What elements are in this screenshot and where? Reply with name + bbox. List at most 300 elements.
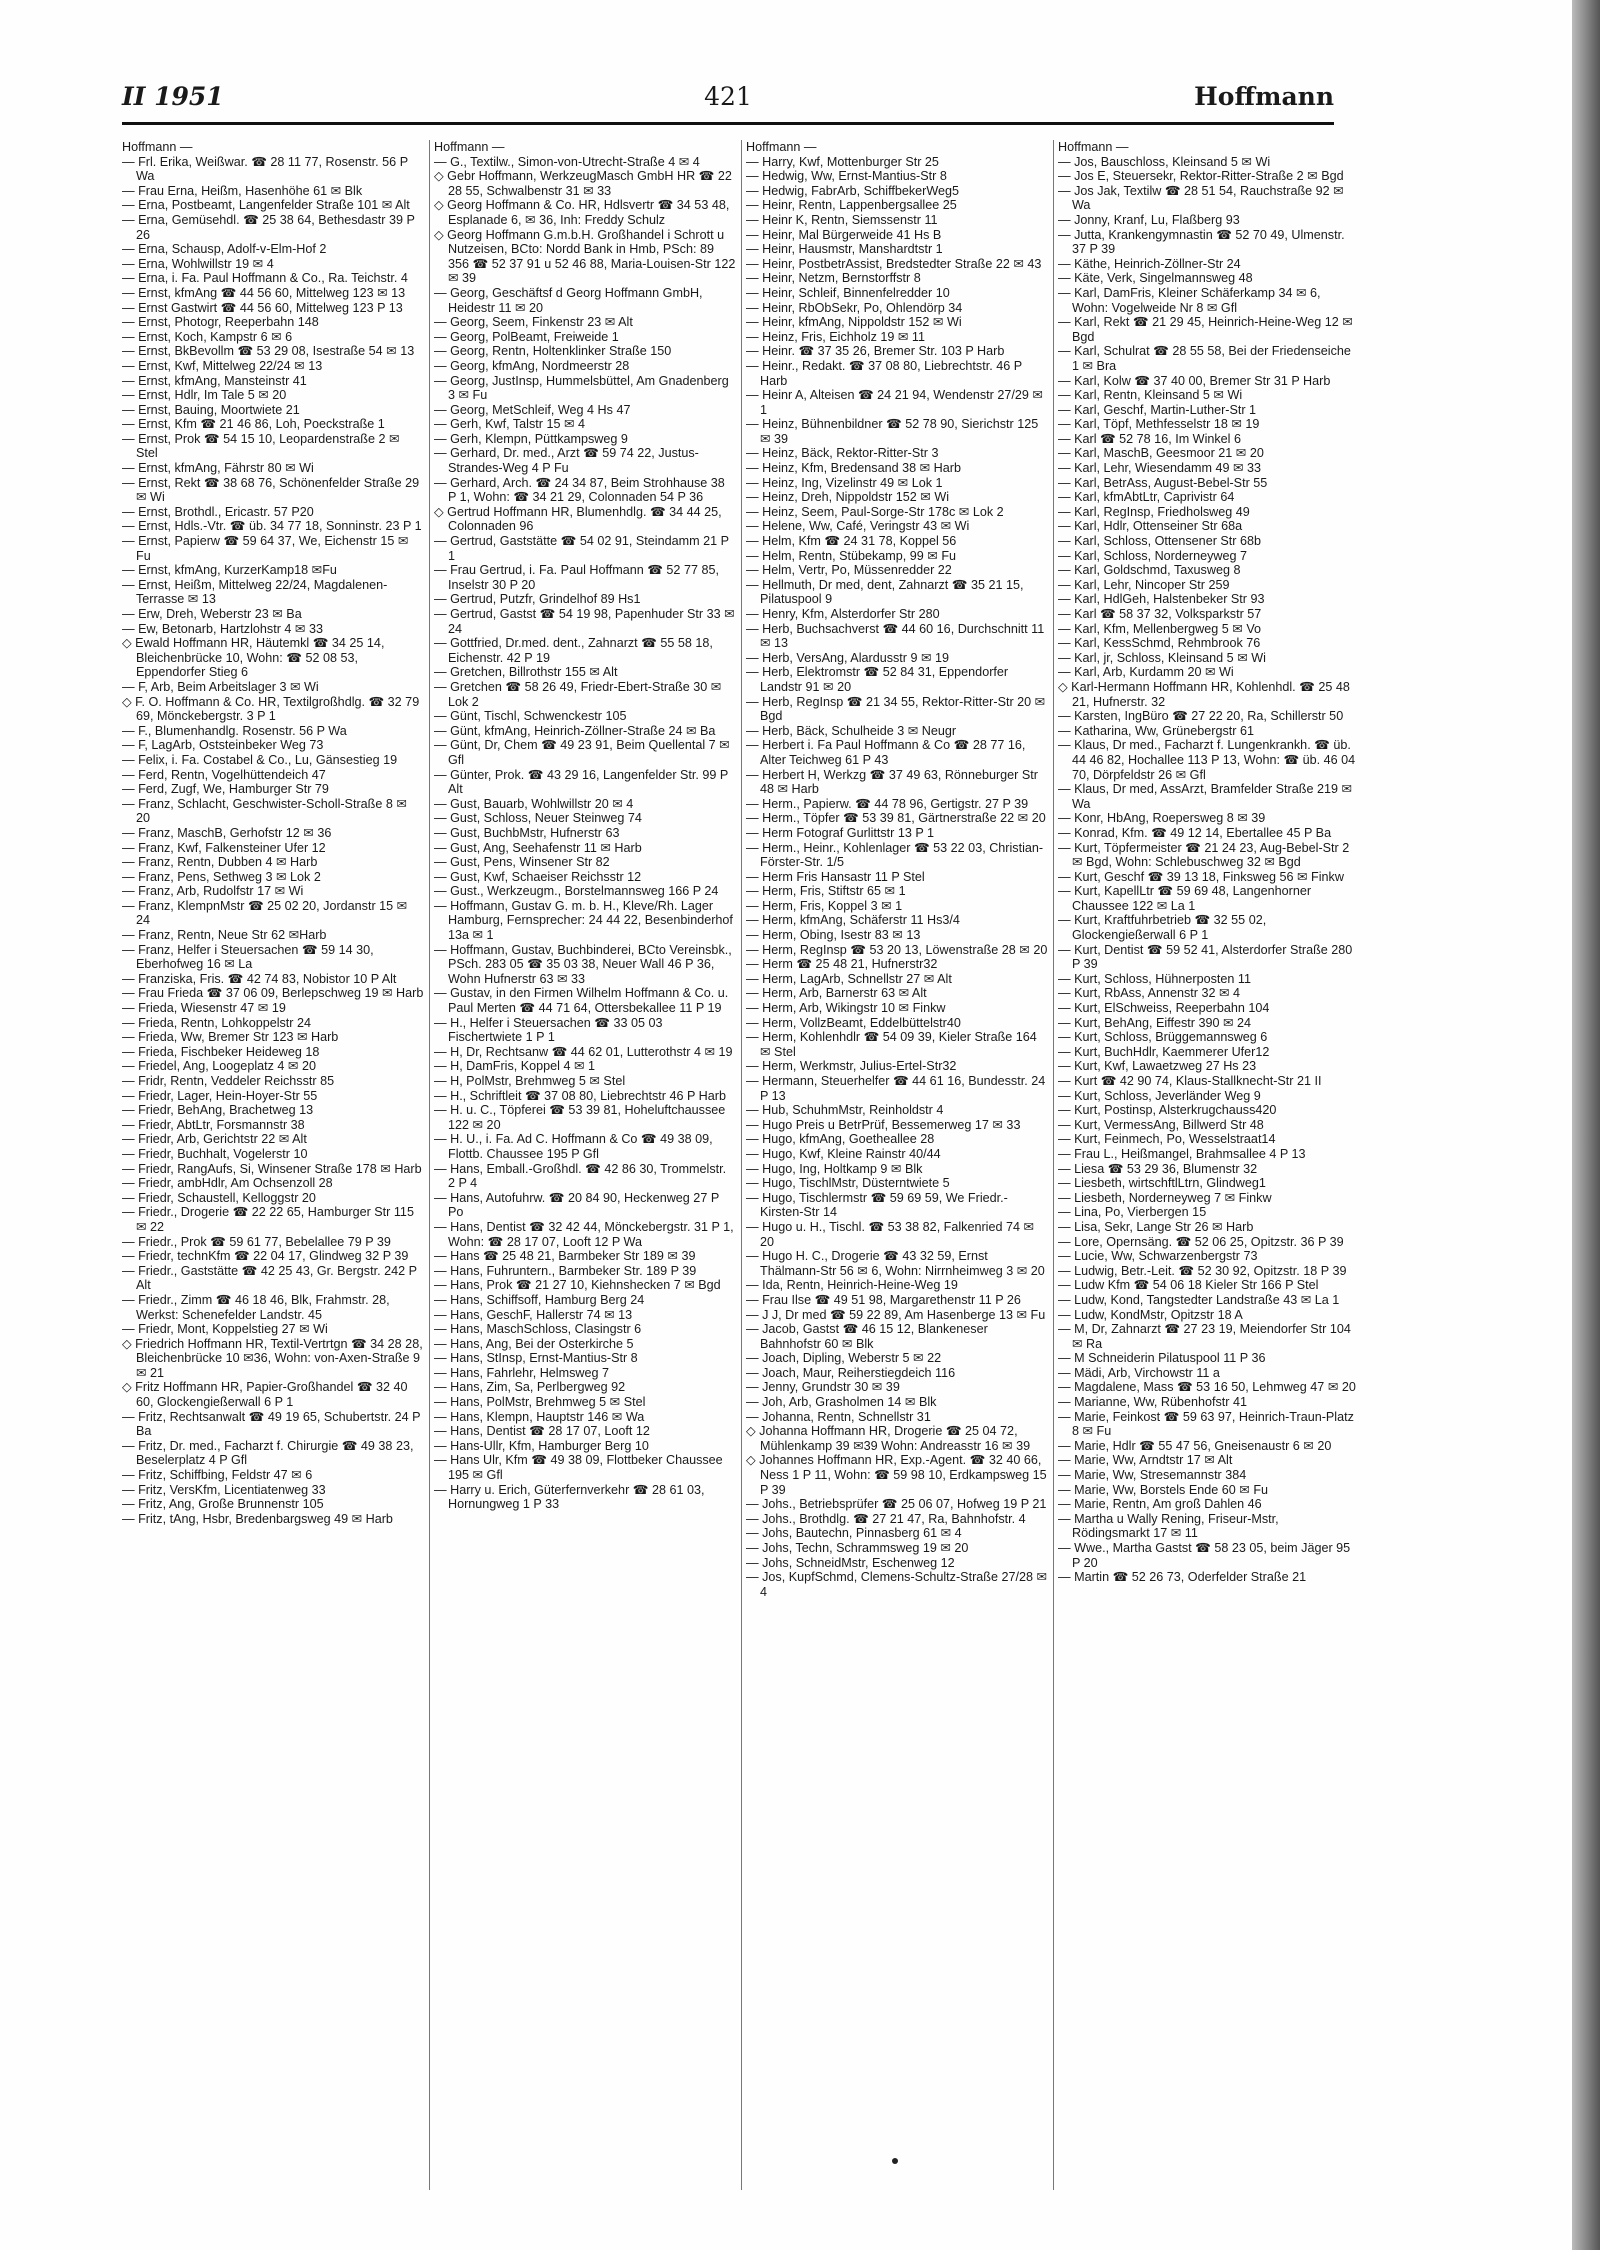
directory-entry: — Karl, DamFris, Kleiner Schäferkamp 34 ✉ 6, Wohn: Vogelweide Nr 8 ✉ Gfl	[1058, 285, 1321, 315]
directory-entry: — Gust., Werkzeugm., Borstelmannsweg 166 P 24	[434, 884, 719, 899]
directory-entry: — Günt, Tischl, Schwenckestr 105	[434, 709, 627, 724]
column-divider	[429, 140, 430, 2190]
directory-entry: — Hans, Autofuhrw. ☎ 20 84 90, Heckenweg 27 P Po	[434, 1190, 719, 1220]
header-volume-year: II 1951	[122, 82, 224, 111]
directory-entry: — Heinr A, Alteisen ☎ 24 21 94, Wendenstr 27/29 ✉ 1	[746, 388, 1043, 417]
directory-entry: — Friedr, AbtLtr, Forsmannstr 38	[122, 1117, 305, 1132]
directory-entry: — Georg, Geschäftsf d Georg Hoffmann GmbH, Heidestr 11 ✉ 20	[434, 285, 703, 315]
directory-entry: — Ernst, kfmAng, Fährstr 80 ✉ Wi	[122, 461, 314, 476]
directory-entry: Hoffmann —	[122, 140, 193, 154]
directory-entry: — Gerh, Kwf, Talstr 15 ✉ 4	[434, 417, 586, 432]
directory-entry: — H. u. C., Töpferei ☎ 53 39 81, Hoheluftchaussee 122 ✉ 20	[434, 1103, 726, 1132]
directory-entry: — Herbert i. Fa Paul Hoffmann & Co ☎ 28 77 16, Alter Teichweg 61 P 43	[746, 738, 1026, 767]
directory-entry: — Herb, VersAng, Alardusstr 9 ✉ 19	[746, 650, 950, 665]
directory-entry: — Herb, Elektromstr ☎ 52 84 31, Eppendorfer Landstr 91 ✉ 20	[746, 665, 1009, 694]
directory-entry: — Karl, Goldschmd, Taxusweg 8	[1058, 563, 1241, 578]
directory-entry: ◇ Gertrud Hoffmann HR, Blumenhdlg. ☎ 34 44 25, Colonnaden 96	[434, 504, 722, 534]
directory-entry: — Heinz, Fris, Eichholz 19 ✉ 11	[746, 329, 925, 344]
directory-entry: — Karl, Kolw ☎ 37 40 00, Bremer Str 31 P Harb	[1058, 373, 1331, 388]
directory-entry: — Heinr. ☎ 37 35 26, Bremer Str. 103 P Harb	[746, 344, 1005, 359]
directory-entry: ◇ Friedrich Hoffmann HR, Textil-Vertrtgn ☎ 34 28 28, Bleichenbrücke 10 ✉36, Wohn: von-Axen-Straße 9 ✉ 21	[122, 1336, 423, 1380]
directory-entry: — Heinz, Dreh, Nippoldstr 152 ✉ Wi	[746, 490, 950, 505]
directory-entry: — Hans, Dentist ☎ 32 42 44, Mönckebergstr. 31 P 1, Wohn: ☎ 28 17 07, Looft 12 P Wa	[434, 1219, 734, 1249]
directory-entry: — Friedr, Mont, Koppelstieg 27 ✉ Wi	[122, 1322, 328, 1337]
directory-entry: ◇ Fritz Hoffmann HR, Papier-Großhandel ☎ 32 40 60, Glockengießerwall 6 P 1	[122, 1380, 408, 1410]
directory-entry: — Herm, Arb, Wikingstr 10 ✉ Finkw	[746, 1001, 946, 1016]
directory-entry: — Ernst, Bauing, Moortwiete 21	[122, 402, 300, 417]
directory-entry: ◇ Ewald Hoffmann HR, Häutemkl ☎ 34 25 14, Bleichenbrücke 10, Wohn: ☎ 52 08 53, Eppendorfer Stieg 6	[122, 636, 385, 680]
directory-entry: — Ernst, Prok ☎ 54 15 10, Leopardenstraße 2 ✉ Stel	[122, 431, 400, 461]
directory-entry: — Frieda, Ww, Bremer Str 123 ✉ Harb	[122, 1030, 339, 1045]
directory-entry: — F., Blumenhandlg. Rosenstr. 56 P Wa	[122, 723, 347, 738]
directory-entry: — Gust, Bauarb, Wohlwillstr 20 ✉ 4	[434, 796, 634, 811]
directory-entry: — Kurt, VermessAng, Billwerd Str 48	[1058, 1117, 1264, 1132]
directory-entry: — Franz, MaschB, Gerhofstr 12 ✉ 36	[122, 825, 332, 840]
directory-entry: — Marianne, Ww, Rübenhofstr 41	[1058, 1395, 1247, 1410]
column-1	[122, 140, 424, 2200]
directory-entry: — Friedr, Buchhalt, Vogelerstr 10	[122, 1146, 308, 1161]
directory-entry: — Karl, HdlGeh, Halstenbeker Str 93	[1058, 592, 1265, 607]
directory-entry: — Hans, Fahrlehr, Helmsweg 7	[434, 1365, 609, 1380]
directory-entry: — Kurt, KapellLtr ☎ 59 69 48, Langenhorner Chaussee 122 ✉ La 1	[1058, 884, 1312, 913]
directory-entry: — Hans, Dentist ☎ 28 17 07, Looft 12	[434, 1424, 650, 1439]
directory-entry: — Karl, RegInsp, Friedholsweg 49	[1058, 504, 1250, 519]
directory-entry: — Karl, Kfm, Mellenbergweg 5 ✉ Vo	[1058, 621, 1262, 636]
directory-entry: — Fridr, Rentn, Veddeler Reichsstr 85	[122, 1074, 335, 1088]
directory-entry: — Hugo, Ing, Holtkamp 9 ✉ Blk	[746, 1161, 923, 1176]
directory-entry: — Friedr., Gaststätte ☎ 42 25 43, Gr. Bergstr. 242 P Alt	[122, 1263, 417, 1293]
directory-entry: — Karl, Töpf, Methfesselstr 18 ✉ 19	[1058, 417, 1260, 432]
directory-entry: — Marie, Ww, Arndtstr 17 ✉ Alt	[1058, 1453, 1233, 1468]
directory-entry: — Ernst, kfmAng, Mansteinstr 41	[122, 373, 307, 388]
directory-entry: — Liesa ☎ 53 29 36, Blumenstr 32	[1058, 1161, 1258, 1176]
directory-entry: — Lucie, Ww, Schwarzenbergstr 73	[1058, 1249, 1258, 1264]
directory-entry: — Lina, Po, Vierbergen 15	[1058, 1205, 1207, 1220]
directory-entry: — Hub, SchuhmMstr, Reinholdstr 4	[746, 1103, 944, 1118]
directory-entry: — Hugo, kfmAng, Goetheallee 28	[746, 1132, 935, 1147]
directory-entry: — H., Schriftleit ☎ 37 08 80, Liebrechtstr 46 P Harb	[434, 1088, 726, 1103]
directory-entry: — Ernst, Hdlr, Im Tale 5 ✉ 20	[122, 388, 287, 403]
directory-entry: — Gerhard, Dr. med., Arzt ☎ 59 74 22, Justus-Strandes-Weg 4 P Fu	[434, 446, 699, 476]
directory-entry: — Friedr., Drogerie ☎ 22 22 65, Hamburger Str 115 ✉ 22	[122, 1205, 414, 1234]
directory-entry: — Klaus, Dr med., Facharzt f. Lungenkrankh. ☎ üb. 44 46 82, Hochallee 113 P 13, Wohn: ☎ üb. 46 04 70, Dörpfeldstr 26 ✉ Gfl	[1058, 738, 1356, 782]
header-running-head: Hoffmann	[1194, 82, 1334, 111]
directory-entry: ◇ Gebr Hoffmann, WerkzeugMasch GmbH HR ☎ 22 28 55, Schwalbenstr 31 ✉ 33	[434, 169, 732, 198]
directory-entry: — Friedr, BehAng, Brachetweg 13	[122, 1103, 314, 1118]
directory-entry: — Fritz, VersKfm, Licentiatenweg 33	[122, 1482, 326, 1497]
directory-entry: — Hans Ulr, Kfm ☎ 49 38 09, Flottbeker Chaussee 195 ✉ Gfl	[434, 1453, 723, 1483]
directory-entry: — Kurt, BuchHdlr, Kaemmerer Ufer12	[1058, 1044, 1270, 1059]
directory-entry: — Gretchen ☎ 58 26 49, Friedr-Ebert-Straße 30 ✉ Lok 2	[434, 679, 722, 709]
directory-entry: — Herbert H, Werkzg ☎ 37 49 63, Rönneburger Str 48 ✉ Harb	[746, 767, 1038, 797]
directory-entry: — Ludw, KondMstr, Opitzstr 18 A	[1058, 1307, 1243, 1322]
directory-entry: — Jos, Bauschloss, Kleinsand 5 ✉ Wi	[1058, 154, 1271, 169]
directory-entry: — Hugo Preis u BetrPrüf, Bessemerweg 17 ✉ 33	[746, 1117, 1021, 1132]
directory-entry: — Heinr., Redakt. ☎ 37 08 80, Liebrechtstr. 46 P Harb	[746, 358, 1022, 388]
column-3	[746, 140, 1048, 2200]
directory-entry: — Kurt, Feinmech, Po, Wesselstraat14	[1058, 1132, 1276, 1147]
directory-entry: — Heinr, Netzm, Bernstorffstr 8	[746, 271, 921, 286]
directory-entry: — Ernst, Papierw ☎ 59 64 37, We, Eichenstr 15 ✉ Fu	[122, 534, 409, 563]
directory-entry: — Marie, Ww, Stresemannstr 384	[1058, 1468, 1247, 1483]
page-header	[122, 82, 1334, 125]
directory-entry: — Herb, Buchsachverst ☎ 44 60 16, Durchschnitt 11 ✉ 13	[746, 621, 1045, 651]
directory-entry: — Kurt, Kraftfuhrbetrieb ☎ 32 55 02, Glockengießerwall 6 P 1	[1058, 913, 1267, 943]
directory-entry: ◇ Georg Hoffmann & Co. HR, Hdlsvertr ☎ 34 53 48, Esplanade 6, ✉ 36, Inh: Freddy Schulz	[434, 198, 730, 227]
directory-entry: — Hans, StInsp, Ernst-Mantius-Str 8	[434, 1351, 638, 1366]
directory-entry: — Hoffmann, Gustav G. m. b. H., Kleve/Rh. Lager Hamburg, Fernsprecher: 24 44 22, Besenbinderhof 13a ✉ 1	[434, 898, 733, 943]
directory-entry: — Herm., Töpfer ☎ 53 39 81, Gärtnerstraße 22 ✉ 20	[746, 811, 1046, 826]
directory-entry: — Karl, Schulrat ☎ 28 55 58, Bei der Friedenseiche 1 ✉ Bra	[1058, 344, 1351, 373]
directory-entry: — G., Textilw., Simon-von-Utrecht-Straße 4 ✉ 4	[434, 154, 700, 169]
directory-entry: — Hans, MaschSchloss, Clasingstr 6	[434, 1322, 642, 1337]
directory-entry: — Jenny, Grundstr 30 ✉ 39	[746, 1380, 900, 1395]
directory-entry: — Franz, Rentn, Dubben 4 ✉ Harb	[122, 855, 318, 870]
directory-entry: ◇ Johannes Hoffmann HR, Exp.-Agent. ☎ 32 40 66, Ness 1 P 11, Wohn: ☎ 59 98 10, Erdkampsweg 15 P 39	[746, 1453, 1047, 1497]
directory-entry: — Johs, SchneidMstr, Eschenweg 12	[746, 1555, 955, 1570]
directory-entry: — Ernst, Rekt ☎ 38 68 76, Schönenfelder Straße 29 ✉ Wi	[122, 475, 420, 505]
directory-entry: — Gust, Kwf, Schaeiser Reichsstr 12	[434, 869, 642, 884]
directory-entry: — H. U., i. Fa. Ad C. Hoffmann & Co ☎ 49 38 09, Flottb. Chaussee 195 P Gfl	[434, 1132, 713, 1161]
directory-entry: — Marie, Ww, Borstels Ende 60 ✉ Fu	[1058, 1482, 1269, 1497]
directory-entry: — Heinz, Seem, Paul-Sorge-Str 178c ✉ Lok 2	[746, 504, 1004, 519]
directory-entry: — Hans, Zim, Sa, Perlbergweg 92	[434, 1380, 626, 1395]
directory-entry: — Gretchen, Billrothstr 155 ✉ Alt	[434, 665, 618, 680]
directory-entry: — Magdalene, Mass ☎ 53 16 50, Lehmweg 47 ✉ 20	[1058, 1380, 1356, 1395]
directory-entry: — J J, Dr med ☎ 59 22 89, Am Hasenberge 13 ✉ Fu	[746, 1307, 1046, 1322]
directory-entry: — Kurt, BehAng, Eiffestr 390 ✉ 24	[1058, 1015, 1252, 1030]
directory-entry: — Mädi, Arb, Virchowstr 11 a	[1058, 1365, 1220, 1380]
directory-entry: — Harry, Kwf, Mottenburger Str 25	[746, 154, 939, 169]
directory-entry: — Frl. Erika, Weißwar. ☎ 28 11 77, Rosenstr. 56 P Wa	[122, 154, 408, 184]
directory-entry: — Ernst, Hdls.-Vtr. ☎ üb. 34 77 18, Sonninstr. 23 P 1	[122, 519, 422, 534]
directory-entry: — Karl, MaschB, Geesmoor 21 ✉ 20	[1058, 446, 1264, 461]
directory-entry: — Franziska, Fris. ☎ 42 74 83, Nobistor 10 P Alt	[122, 971, 397, 986]
directory-entry: — Günt, kfmAng, Heinrich-Zöllner-Straße 24 ✉ Ba	[434, 723, 716, 738]
directory-entry: — Franz, Helfer i Steuersachen ☎ 59 14 30, Eberhofweg 16 ✉ La	[122, 942, 374, 972]
directory-columns	[122, 140, 1362, 2190]
directory-entry: — Klaus, Dr med, AssArzt, Bramfelder Straße 219 ✉ Wa	[1058, 782, 1353, 811]
directory-entry: — H, DamFris, Koppel 4 ✉ 1	[434, 1059, 596, 1074]
directory-entry: — Jos Jak, Textilw ☎ 28 51 54, Rauchstraße 92 ✉ Wa	[1058, 183, 1344, 213]
directory-entry: — Franz, KlempnMstr ☎ 25 02 20, Jordanstr 15 ✉ 24	[122, 898, 408, 928]
directory-entry: — Martin ☎ 52 26 73, Oderfelder Straße 21	[1058, 1570, 1307, 1585]
directory-entry: — Heinr, Rentn, Lappenbergsallee 25	[746, 198, 957, 213]
directory-entry: — Erna, Wohlwillstr 19 ✉ 4	[122, 256, 274, 271]
directory-entry: ◇ Georg Hoffmann G.m.b.H. Großhandel i Schrott u Nutzeisen, BCto: Nordd Bank in Hmb, PSch: 89 356 ☎ 52 37 91 u 52 46 88, Maria-Louisen-Str 122 ✉ 39	[434, 227, 736, 286]
directory-entry: — Frau Frieda ☎ 37 06 09, Berlepschweg 19 ✉ Harb	[122, 986, 424, 1001]
directory-entry: — Ernst, Kwf, Mittelweg 22/24 ✉ 13	[122, 358, 323, 373]
directory-entry: — Karl, Arb, Kurdamm 20 ✉ Wi	[1058, 665, 1234, 680]
directory-entry: — Frau Ilse ☎ 49 51 98, Margarethenstr 11 P 26	[746, 1292, 1021, 1307]
directory-entry: — Hans, Ang, Bei der Osterkirche 5	[434, 1336, 634, 1351]
directory-entry: — Gertrud, Gaststätte ☎ 54 02 91, Steindamm 21 P 1	[434, 534, 729, 563]
directory-entry: — Friedel, Ang, Loogeplatz 4 ✉ 20	[122, 1059, 316, 1074]
directory-entry: — Ernst, Koch, Kampstr 6 ✉ 6	[122, 329, 293, 344]
directory-entry: — Karl, Schloss, Ottensener Str 68b	[1058, 534, 1261, 549]
directory-entry: — Kurt, ElSchweiss, Reeperbahn 104	[1058, 1001, 1270, 1016]
directory-entry: — Ernst, Brothdl., Ericastr. 57 P20	[122, 504, 314, 519]
directory-entry: — Gottfried, Dr.med. dent., Zahnarzt ☎ 55 58 18, Eichenstr. 42 P 19	[434, 636, 713, 665]
directory-entry: — Herm, LagArb, Schnellstr 27 ✉ Alt	[746, 971, 952, 986]
directory-entry: — Heinz, Ing, Vizelinstr 49 ✉ Lok 1	[746, 475, 943, 490]
directory-entry: — Wwe., Martha Gastst ☎ 58 23 05, beim Jäger 95 P 20	[1058, 1541, 1351, 1570]
directory-entry: — H., Helfer i Steuersachen ☎ 33 05 03 Fischertwiete 1 P 1	[434, 1015, 663, 1045]
directory-entry: — Lisa, Sekr, Lange Str 26 ✉ Harb	[1058, 1219, 1254, 1234]
directory-entry: — Heinr, Hausmstr, Manshardtstr 1	[746, 242, 943, 257]
directory-entry: — Kurt, Schloss, Brüggemannsweg 6	[1058, 1030, 1268, 1045]
directory-entry: — Marie, Rentn, Am groß Dahlen 46	[1058, 1497, 1262, 1512]
directory-entry: — Marie, Feinkost ☎ 59 63 97, Heinrich-Traun-Platz 8 ✉ Fu	[1058, 1409, 1354, 1439]
directory-entry: — Joach, Dipling, Weberstr 5 ✉ 22	[746, 1351, 942, 1366]
directory-entry: — Karl, Geschf, Martin-Luther-Str 1	[1058, 402, 1257, 417]
directory-entry: — Frieda, Fischbeker Heideweg 18	[122, 1044, 320, 1059]
directory-entry: — Kurt, Kwf, Lawaetzweg 27 Hs 23	[1058, 1059, 1257, 1074]
directory-entry: — Joach, Maur, Reiherstiegdeich 116	[746, 1365, 956, 1380]
directory-entry: — Frieda, Rentn, Lohkoppelstr 24	[122, 1015, 312, 1030]
directory-entry: — Herm, Kohlenhdlr ☎ 54 09 39, Kieler Straße 164 ✉ Stel	[746, 1030, 1037, 1059]
directory-entry: — Heinz, Bäck, Rektor-Ritter-Str 3	[746, 446, 939, 461]
directory-entry: — H, PolMstr, Brehmweg 5 ✉ Stel	[434, 1074, 626, 1088]
directory-entry: — Gertrud, Putzfr, Grindelhof 89 Hs1	[434, 592, 641, 607]
directory-entry: — Fritz, Dr. med., Facharzt f. Chirurgie ☎ 49 38 23, Beselerplatz 4 P Gfl	[122, 1438, 414, 1468]
directory-entry: — Helene, Ww, Café, Veringstr 43 ✉ Wi	[746, 519, 970, 534]
directory-entry: — Hans, Schiffsoff, Hamburg Berg 24	[434, 1292, 645, 1307]
directory-entry: — Hans, GeschF, Hallerstr 74 ✉ 13	[434, 1307, 633, 1322]
directory-entry: — Joh, Arb, Grasholmen 14 ✉ Blk	[746, 1395, 937, 1410]
directory-entry: — Hans, PolMstr, Brehmweg 5 ✉ Stel	[434, 1395, 646, 1410]
directory-entry: — Erna, Postbeamt, Langenfelder Straße 101 ✉ Alt	[122, 198, 410, 213]
directory-entry: — Georg, Seem, Finkenstr 23 ✉ Alt	[434, 315, 633, 330]
directory-entry: — Karl, Rentn, Kleinsand 5 ✉ Wi	[1058, 388, 1243, 403]
directory-entry: — Georg, JustInsp, Hummelsbüttel, Am Gnadenberg 3 ✉ Fu	[434, 373, 729, 403]
directory-entry: — Hedwig, FabrArb, SchiffbekerWeg5	[746, 183, 960, 198]
column-divider	[1053, 140, 1054, 2190]
directory-entry: — Hans, Prok ☎ 21 27 10, Kiehnshecken 7 ✉ Bgd	[434, 1278, 721, 1293]
directory-entry: — Karl, Lehr, Nincoper Str 259	[1058, 577, 1230, 592]
directory-entry: — Herm ☎ 25 48 21, Hufnerstr32	[746, 957, 938, 972]
directory-entry: — Heinr, kfmAng, Nippoldstr 152 ✉ Wi	[746, 315, 962, 330]
directory-entry: — Franz, Pens, Sethweg 3 ✉ Lok 2	[122, 869, 321, 884]
directory-entry: — Kurt, Schloss, Jeverländer Weg 9	[1058, 1088, 1261, 1103]
directory-entry: — Jonny, Kranf, Lu, Flaßberg 93	[1058, 212, 1240, 227]
column-divider	[741, 140, 742, 2190]
directory-entry: — Johs., Brothdlg. ☎ 27 21 47, Ra, Bahnhofstr. 4	[746, 1511, 1026, 1526]
footer-dot	[892, 2158, 898, 2164]
directory-entry: — Herm, RegInsp ☎ 53 20 13, Löwenstraße 28 ✉ 20	[746, 942, 1048, 957]
directory-entry: — H, Dr, Rechtsanw ☎ 44 62 01, Lutterothstr 4 ✉ 19	[434, 1044, 733, 1059]
directory-entry: — Friedr, Lager, Hein-Hoyer-Str 55	[122, 1088, 318, 1103]
directory-entry: — Konr, HbAng, Roepersweg 8 ✉ 39	[1058, 811, 1266, 826]
directory-entry: — Karl, KessSchmd, Rehmbrook 76	[1058, 636, 1261, 651]
directory-entry: — Hugo, TischlMstr, Düsterntwiete 5	[746, 1176, 950, 1191]
directory-entry: — Herm, Werkmstr, Julius-Ertel-Str32	[746, 1059, 957, 1074]
directory-entry: — Friedr, Schaustell, Kelloggstr 20	[122, 1190, 316, 1205]
directory-entry: — Hugo, Kwf, Kleine Rainstr 40/44	[746, 1146, 941, 1161]
directory-entry: — Karl, BetrAss, August-Bebel-Str 55	[1058, 475, 1268, 490]
directory-entry: — Kurt, RbAss, Annenstr 32 ✉ 4	[1058, 986, 1241, 1001]
directory-entry: — Friedr, Arb, Gerichtstr 22 ✉ Alt	[122, 1132, 307, 1147]
directory-entry: — Gertrud, Gastst ☎ 54 19 98, Papenhuder Str 33 ✉ 24	[434, 607, 735, 636]
directory-entry: — Johs, Bautechn, Pinnasberg 61 ✉ 4	[746, 1526, 962, 1541]
directory-entry: Hoffmann —	[434, 140, 505, 154]
directory-entry: — Ernst, Heißm, Mittelweg 22/24, Magdalenen-Terrasse ✉ 13	[122, 577, 388, 607]
directory-entry: — Georg, MetSchleif, Weg 4 Hs 47	[434, 402, 631, 417]
directory-entry: — Günt, Dr, Chem ☎ 49 23 91, Beim Quellental 7 ✉ Gfl	[434, 738, 730, 767]
directory-entry: — Karl ☎ 52 78 16, Im Winkel 6	[1058, 431, 1241, 446]
directory-entry: — Herm, Fris, Koppel 3 ✉ 1	[746, 898, 903, 913]
directory-entry: — Kurt, Schloss, Hühnerposten 11	[1058, 971, 1251, 986]
directory-entry: — Ernst, Photogr, Reeperbahn 148	[122, 315, 319, 330]
directory-entry: — M Schneiderin Pilatuspool 11 P 36	[1058, 1351, 1266, 1366]
book-edge-shadow	[1572, 0, 1600, 2250]
directory-entry: — Friedr., Prok ☎ 59 61 77, Bebelallee 79 P 39	[122, 1234, 391, 1249]
directory-entry: — Käthe, Heinrich-Zöllner-Str 24	[1058, 256, 1241, 271]
directory-entry: — Ida, Rentn, Heinrich-Heine-Weg 19	[746, 1278, 958, 1293]
directory-entry: — Georg, PolBeamt, Freiweide 1	[434, 329, 619, 344]
directory-entry: — Martha u Wally Rening, Friseur-Mstr, Rödingsmarkt 17 ✉ 11	[1058, 1511, 1279, 1541]
directory-entry: — Karl ☎ 58 37 32, Volksparkstr 57	[1058, 607, 1262, 621]
directory-entry: — Heinz, Kfm, Bredensand 38 ✉ Harb	[746, 461, 961, 476]
directory-entry: — Lore, Opernsäng. ☎ 52 06 25, Opitzstr. 36 P 39	[1058, 1234, 1344, 1249]
directory-entry: — Heinr, PostbetrAssist, Bredstedter Straße 22 ✉ 43	[746, 256, 1042, 271]
directory-entry: — Frieda, Wiesenstr 47 ✉ 19	[122, 1001, 286, 1016]
directory-entry: — Hugo H. C., Drogerie ☎ 43 32 59, Ernst Thälmann-Str 56 ✉ 6, Wohn: Nirrnheimweg 3 ✉ 20	[746, 1249, 1045, 1278]
directory-entry: — Georg, Rentn, Holtenklinker Straße 150	[434, 344, 672, 359]
directory-entry: — Ludw Kfm ☎ 54 06 18 Kieler Str 166 P Stel	[1058, 1278, 1319, 1293]
directory-entry: — Herm, kfmAng, Schäferstr 11 Hs3/4	[746, 913, 960, 928]
directory-entry: — Helm, Kfm ☎ 24 31 78, Koppel 56	[746, 534, 957, 549]
directory-entry: — Karl, Hdlr, Ottenseiner Str 68a	[1058, 519, 1243, 534]
directory-entry: ◇ F. O. Hoffmann & Co. HR, Textilgroßhdlg. ☎ 32 79 69, Mönckebergstr. 3 P 1	[122, 694, 420, 724]
directory-entry: — Hans, Emball.-Großhdl. ☎ 42 86 30, Trommelstr. 2 P 4	[434, 1161, 727, 1191]
directory-entry: — Fritz, tAng, Hsbr, Bredenbargsweg 49 ✉ Harb	[122, 1511, 393, 1526]
directory-entry: — Hedwig, Ww, Ernst-Mantius-Str 8	[746, 169, 947, 184]
directory-entry: — Karsten, IngBüro ☎ 27 22 20, Ra, Schillerstr 50	[1058, 709, 1344, 724]
directory-entry: — Hugo, Tischlermstr ☎ 59 69 59, We Friedr.-Kirsten-Str 14	[746, 1190, 1008, 1220]
directory-entry: — Johs., Betriebsprüfer ☎ 25 06 07, Hofweg 19 P 21	[746, 1497, 1047, 1512]
directory-entry: — Karl, jr, Schloss, Kleinsand 5 ✉ Wi	[1058, 650, 1266, 665]
directory-entry: — Hugo u. H., Tischl. ☎ 53 38 82, Falkenried 74 ✉ 20	[746, 1219, 1035, 1249]
directory-entry: — Ernst Gastwirt ☎ 44 56 60, Mittelweg 123 P 13	[122, 300, 403, 315]
directory-entry: — Ernst, Kfm ☎ 21 46 86, Loh, Poeckstraße 1	[122, 417, 385, 432]
directory-entry: — Erna, i. Fa. Paul Hoffmann & Co., Ra. Teichstr. 4	[122, 271, 408, 286]
directory-entry: — Kurt, Postinsp, Alsterkrugchauss420	[1058, 1103, 1277, 1118]
directory-entry: — Johanna, Rentn, Schnellstr 31	[746, 1409, 931, 1424]
directory-entry: — Erna, Schausp, Adolf-v-Elm-Hof 2	[122, 242, 327, 257]
directory-entry: — Ferd, Zugf, We, Hamburger Str 79	[122, 782, 329, 797]
directory-entry: — Liesbeth, wirtschftlLtrn, Glindweg1	[1058, 1176, 1266, 1191]
directory-entry: — Frau Gertrud, i. Fa. Paul Hoffmann ☎ 52 77 85, Inselstr 30 P 20	[434, 563, 719, 592]
directory-entry: — Fritz, Rechtsanwalt ☎ 49 19 65, Schubertstr. 24 P Ba	[122, 1409, 421, 1439]
directory-entry: — Heinr, Schleif, Binnenfelredder 10	[746, 285, 950, 300]
directory-entry: — Marie, Hdlr ☎ 55 47 56, Gneisenaustr 6 ✉ 20	[1058, 1438, 1332, 1453]
directory-entry: — Helm, Vertr, Po, Müssenredder 22	[746, 563, 952, 578]
directory-entry: — Gust, BuchbMstr, Hufnerstr 63	[434, 825, 620, 840]
directory-entry: — Karl, Rekt ☎ 21 29 45, Heinrich-Heine-Weg 12 ✉ Bgd	[1058, 315, 1353, 344]
directory-entry: — Kurt, Töpfermeister ☎ 21 24 23, Aug-Bebel-Str 2 ✉ Bgd, Wohn: Schlebuschweg 32 ✉ Bgd	[1058, 840, 1350, 870]
directory-entry: — Friedr, RangAufs, Si, Winsener Straße 178 ✉ Harb	[122, 1161, 422, 1176]
directory-entry: — Frau L., Heißmangel, Brahmsallee 4 P 13	[1058, 1146, 1306, 1161]
directory-entry: — Henry, Kfm, Alsterdorfer Str 280	[746, 607, 940, 621]
directory-entry: — Herb, Bäck, Schulheide 3 ✉ Neugr	[746, 723, 957, 738]
directory-entry: — F, LagArb, Oststeinbeker Weg 73	[122, 738, 324, 753]
directory-entry: — Friedr, technKfm ☎ 22 04 17, Glindweg 32 P 39	[122, 1249, 409, 1264]
directory-entry: — Liesbeth, Norderneyweg 7 ✉ Finkw	[1058, 1190, 1272, 1205]
directory-entry: — Herm, Arb, Barnerstr 63 ✉ Alt	[746, 986, 927, 1001]
directory-entry: — Günter, Prok. ☎ 43 29 16, Langenfelder Str. 99 P Alt	[434, 767, 729, 797]
directory-entry: — Harry u. Erich, Güterfernverkehr ☎ 28 61 03, Hornungweg 1 P 33	[434, 1482, 705, 1512]
directory-entry: — Ew, Betonarb, Hartzlohstr 4 ✉ 33	[122, 621, 323, 636]
directory-entry: — Heinr K, Rentn, Siemssenstr 11	[746, 212, 938, 227]
directory-entry: — F, Arb, Beim Arbeitslager 3 ✉ Wi	[122, 679, 319, 694]
directory-entry: — Herb, RegInsp ☎ 21 34 55, Rektor-Ritter-Str 20 ✉ Bgd	[746, 694, 1046, 724]
directory-entry: ◇ Karl-Hermann Hoffmann HR, Kohlenhdl. ☎ 25 48 21, Hufnerstr. 32	[1058, 679, 1350, 709]
directory-entry: — Gustav, in den Firmen Wilhelm Hoffmann & Co. u. Paul Merten ☎ 44 71 64, Ottersbekallee 11 P 19	[434, 986, 729, 1016]
directory-entry: — Hoffmann, Gustav, Buchbinderei, BCto Vereinsbk., PSch. 283 05 ☎ 35 03 38, Neuer Wall 46 P 36, Wohn Hufnerstr 63 ✉ 33	[434, 942, 732, 986]
directory-entry: — Georg, kfmAng, Nordmeerstr 28	[434, 358, 630, 373]
directory-entry: — Hans, Fuhruntern., Barmbeker Str. 189 P 39	[434, 1263, 697, 1278]
directory-entry: — Johs, Techn, Schrammsweg 19 ✉ 20	[746, 1541, 969, 1555]
directory-entry: — Heinr, Mal Bürgerweide 41 Hs B	[746, 227, 942, 242]
directory-entry: — Käte, Verk, Singelmannsweg 48	[1058, 271, 1253, 286]
directory-entry: — Fritz, Ang, Große Brunnenstr 105	[122, 1497, 324, 1512]
directory-entry: — Katharina, Ww, Grünebergstr 61	[1058, 723, 1254, 738]
directory-entry: — Herm, Obing, Isestr 83 ✉ 13	[746, 928, 921, 943]
directory-entry: — Franz, Schlacht, Geschwister-Scholl-Straße 8 ✉ 20	[122, 796, 407, 826]
directory-entry: — Karl, Lehr, Wiesendamm 49 ✉ 33	[1058, 461, 1262, 476]
directory-entry: — Friedr, ambHdlr, Am Ochsenzoll 28	[122, 1176, 333, 1191]
directory-entry: — Gust, Ang, Seehafenstr 11 ✉ Harb	[434, 840, 642, 855]
directory-entry: — Hans, Klempn, Hauptstr 146 ✉ Wa	[434, 1409, 645, 1424]
directory-entry: — Jos E, Steuersekr, Rektor-Ritter-Straße 2 ✉ Bgd	[1058, 169, 1344, 184]
directory-entry: — Herm, VollzBeamt, Eddelbüttelstr40	[746, 1015, 961, 1030]
directory-entry: — Erna, Gemüsehdl. ☎ 25 38 64, Bethesdastr 39 P 26	[122, 212, 415, 242]
directory-entry: — Fritz, Schiffbing, Feldstr 47 ✉ 6	[122, 1468, 313, 1483]
directory-entry: Hoffmann —	[746, 140, 817, 154]
directory-entry: — Friedr., Zimm ☎ 46 18 46, Blk, Frahmstr. 28, Werkst: Schenefelder Landstr. 45	[122, 1292, 390, 1322]
directory-entry: — Heinz, Bühnenbildner ☎ 52 78 90, Sierichstr 125 ✉ 39	[746, 417, 1039, 446]
directory-entry: — Herm., Papierw. ☎ 44 78 96, Gertigstr. 27 P 39	[746, 796, 1029, 811]
directory-entry: — M, Dr, Zahnarzt ☎ 27 23 19, Meiendorfer Str 104 ✉ Ra	[1058, 1322, 1351, 1351]
directory-entry: — Gust, Schloss, Neuer Steinweg 74	[434, 811, 642, 826]
directory-entry: — Konrad, Kfm. ☎ 49 12 14, Ebertallee 45 P Ba	[1058, 825, 1332, 840]
directory-entry: — Hermann, Steuerhelfer ☎ 44 61 16, Bundesstr. 24 P 13	[746, 1074, 1046, 1103]
header-page-number: 421	[704, 82, 752, 111]
directory-entry: — Franz, Kwf, Falkensteiner Ufer 12	[122, 840, 326, 855]
directory-entry: — Ferd, Rentn, Vogelhüttendeich 47	[122, 767, 326, 782]
directory-entry: — Kurt ☎ 42 90 74, Klaus-Stallknecht-Str 21 II	[1058, 1074, 1322, 1088]
directory-entry: — Frau Erna, Heißm, Hasenhöhe 61 ✉ Blk	[122, 183, 363, 198]
directory-entry: — Hans-Ullr, Kfm, Hamburger Berg 10	[434, 1438, 649, 1453]
directory-entry: — Jacob, Gastst ☎ 46 15 12, Blankeneser Bahnhofstr 60 ✉ Blk	[746, 1322, 988, 1351]
directory-entry: — Ernst, kfmAng ☎ 44 56 60, Mittelweg 123 ✉ 13	[122, 285, 406, 300]
directory-entry: — Herm Fris Hansastr 11 P Stel	[746, 869, 925, 884]
directory-entry: — Hellmuth, Dr med, dent, Zahnarzt ☎ 35 21 15, Pilatuspool 9	[746, 577, 1024, 607]
directory-entry: — Heinr, RbObSekr, Po, Ohlendörp 34	[746, 300, 963, 315]
directory-entry: — Helm, Rentn, Stübekamp, 99 ✉ Fu	[746, 548, 957, 563]
directory-entry: — Gerh, Klempn, Püttkampsweg 9	[434, 431, 628, 446]
directory-entry: — Kurt, Geschf ☎ 39 13 18, Finksweg 56 ✉ Finkw	[1058, 869, 1344, 884]
directory-entry: — Karl, kfmAbtLtr, Caprivistr 64	[1058, 490, 1235, 505]
directory-entry: — Kurt, Dentist ☎ 59 52 41, Alsterdorfer Straße 280 P 39	[1058, 942, 1353, 972]
directory-entry: — Gerhard, Arch. ☎ 24 34 87, Beim Strohhause 38 P 1, Wohn: ☎ 34 21 29, Colonnaden 54 P 36	[434, 475, 725, 505]
directory-entry: — Franz, Rentn, Neue Str 62 ✉Harb	[122, 928, 327, 943]
directory-entry: — Herm Fotograf Gurlittstr 13 P 1	[746, 825, 935, 840]
directory-entry: — Hans ☎ 25 48 21, Barmbeker Str 189 ✉ 39	[434, 1249, 696, 1264]
directory-entry: — Ludw, Kond, Tangstedter Landstraße 43 ✉ La 1	[1058, 1292, 1340, 1307]
directory-entry: — Erw, Dreh, Weberstr 23 ✉ Ba	[122, 607, 302, 621]
